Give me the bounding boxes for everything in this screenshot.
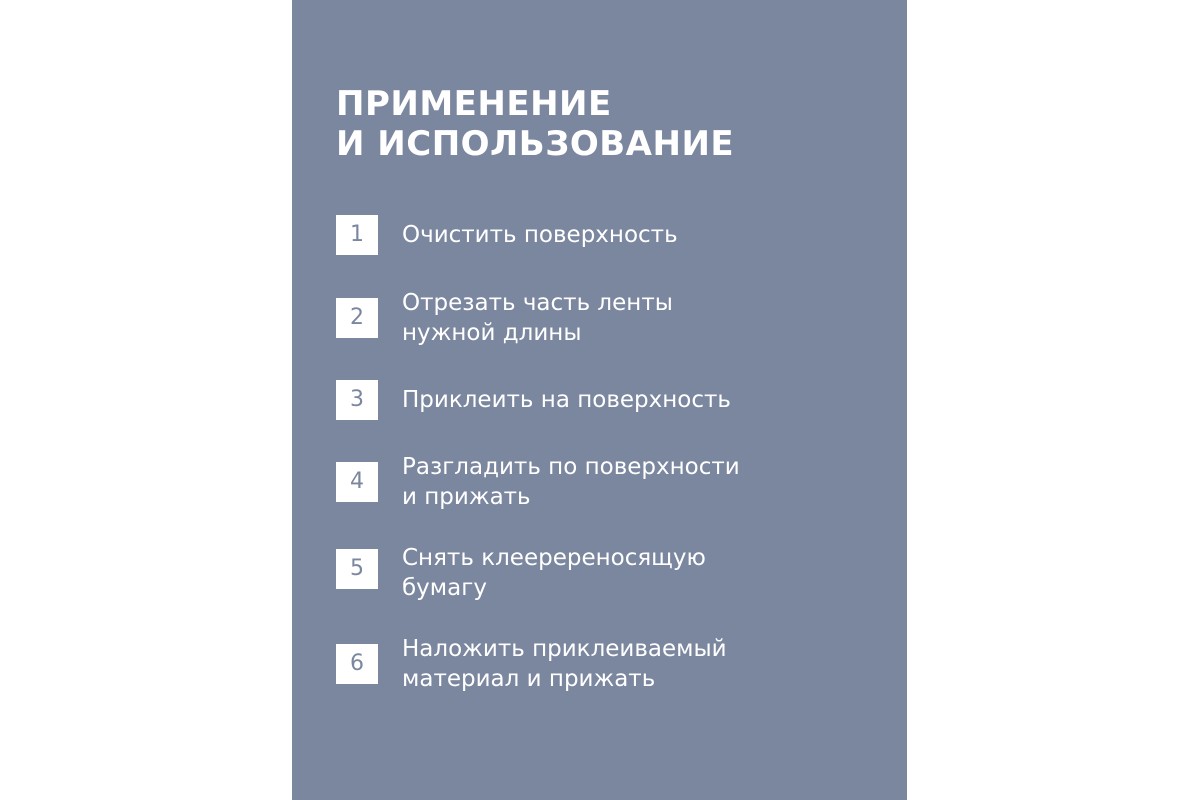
step-number-box: 2 [336,298,378,338]
step-text: Очистить поверхность [402,222,678,248]
step-number-box: 3 [336,380,378,420]
title-line-1: ПРИМЕНЕНИЕ [336,84,612,124]
step-item [336,380,876,460]
step-number-box: 1 [336,215,378,255]
step-item [336,288,876,368]
step-text: Приклеить на поверхность [402,387,731,413]
step-item [336,452,876,532]
steps-list [292,0,907,800]
step-item [336,543,876,623]
step-text: Наложить приклеиваемый материал и прижать [402,636,727,692]
step-item [336,215,876,295]
step-text: Разгладить по поверхности и прижать [402,454,740,510]
step-item [336,634,876,714]
instruction-panel [292,0,907,800]
step-text: Отрезать часть ленты нужной длины [402,290,673,346]
step-number-box: 5 [336,549,378,589]
step-text: Снять клееpереносящую бумагу [402,545,706,601]
title-line-2: И ИСПОЛЬЗОВАНИЕ [336,124,735,164]
step-number-box: 6 [336,644,378,684]
step-number-box: 4 [336,462,378,502]
